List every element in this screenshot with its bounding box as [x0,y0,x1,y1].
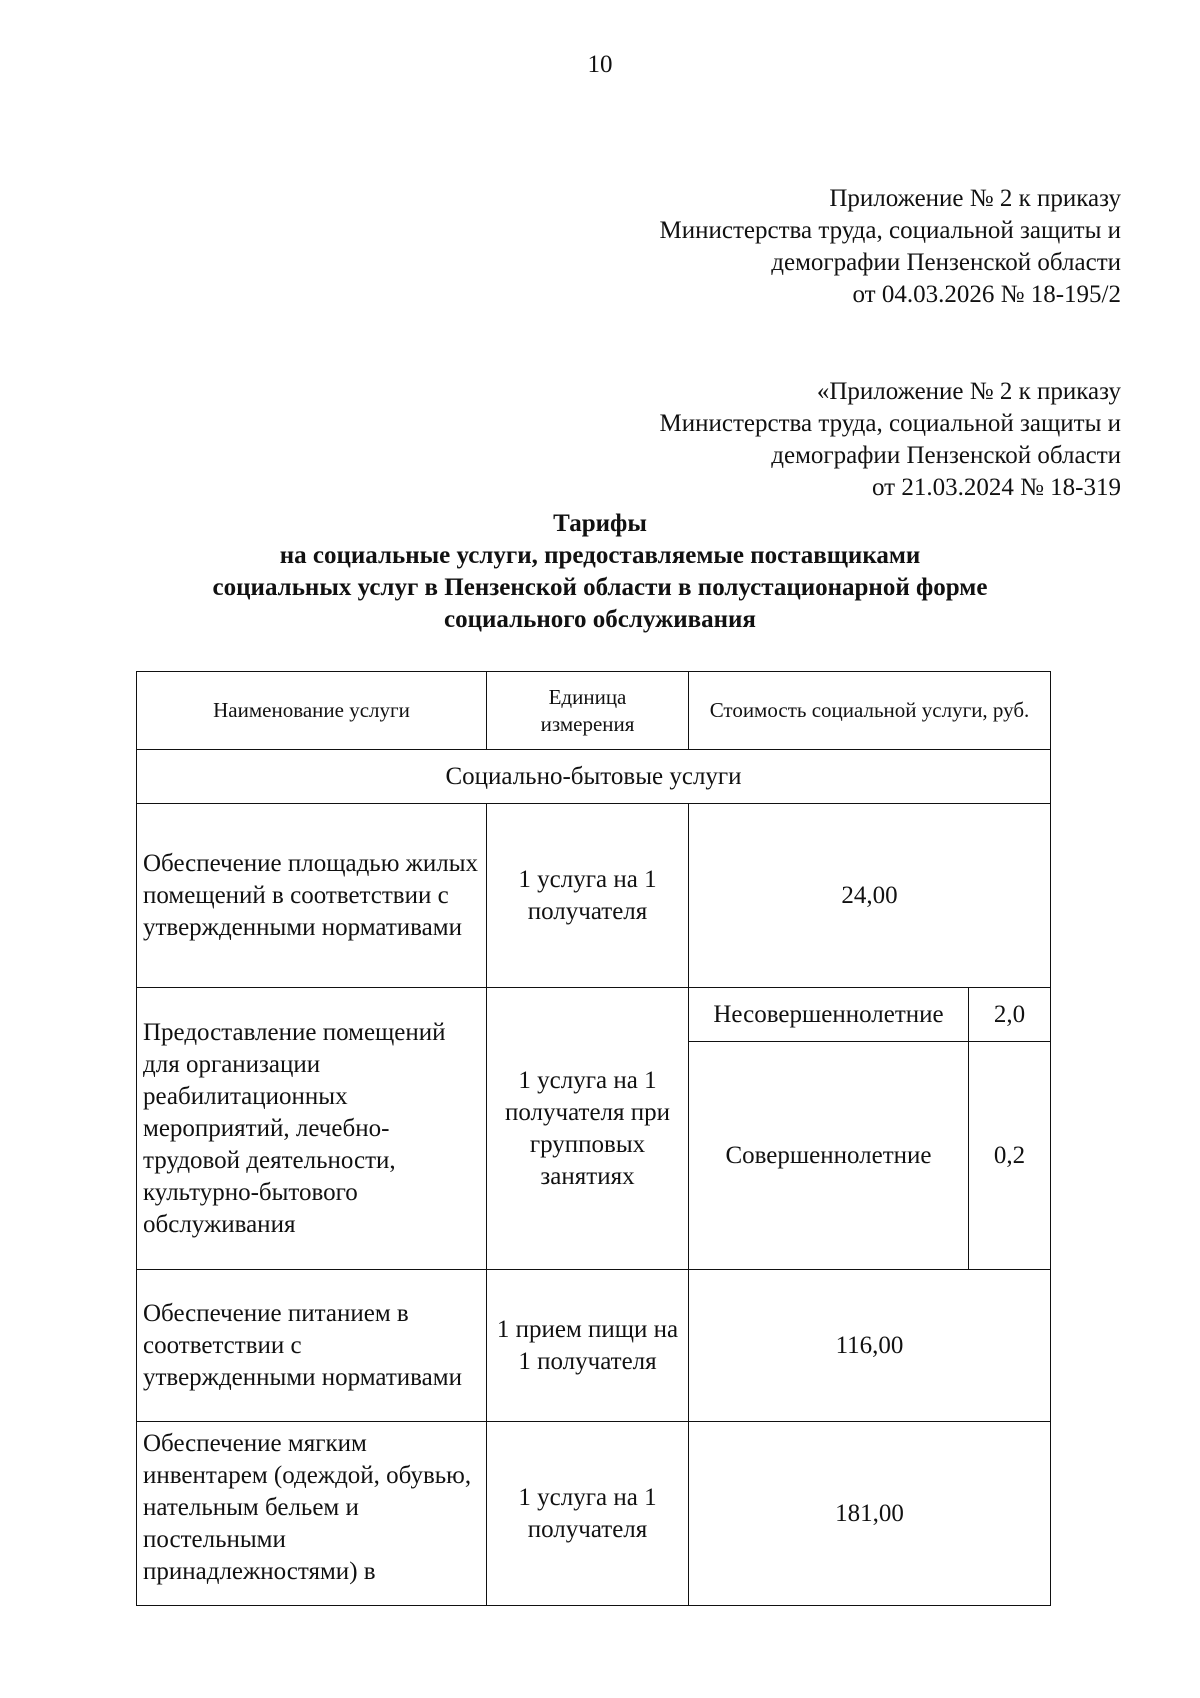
appendix-line: от 04.03.2026 № 18-195/2 [852,281,1121,308]
appendix-line: от 21.03.2024 № 18-319 [871,474,1121,501]
service-price: 0,2 [969,1042,1051,1270]
section-row [137,750,1051,804]
appendix-header-current [481,183,1121,311]
service-unit: 1 услуга на 1 получателя [487,1422,689,1606]
header-cost: Стоимость социальной услуги, руб. [689,672,1051,750]
section-title: Социально-бытовые услуги [137,750,1051,804]
appendix-line: «Приложение № 2 к приказу [816,378,1121,405]
title-line: на социальные услуги, предоставляемые поставщиками [279,542,921,569]
service-price: 24,00 [689,804,1051,988]
service-name: Предоставление помещений для организации реабилитационных мероприятий, лечебно-трудовой деятельности, культурно-бытового обслуживания [137,988,487,1270]
table-row [137,988,1051,1042]
appendix-line: демографии Пензенской области [771,249,1121,276]
appendix-line: Министерства труда, социальной защиты и [659,217,1121,244]
document-title [130,508,1070,636]
table-row [137,1422,1051,1606]
table-header-row [137,672,1051,750]
title-line: Тарифы [553,510,647,537]
service-unit: 1 прием пищи на 1 получателя [487,1270,689,1422]
service-name: Обеспечение площадью жилых помещений в соответствии с утвержденными нормативами [137,804,487,988]
price-category: Несовершеннолетние [689,988,969,1042]
page-number: 10 [587,51,613,78]
service-name: Обеспечение питанием в соответствии с утвержденными нормативами [137,1270,487,1422]
service-unit: 1 услуга на 1 получателя [487,804,689,988]
tariffs-table [136,671,1051,1606]
price-category: Совершеннолетние [689,1042,969,1270]
service-price: 2,0 [969,988,1051,1042]
title-line: социального обслуживания [444,606,756,633]
service-price: 116,00 [689,1270,1051,1422]
table-row [137,804,1051,988]
appendix-header-previous [481,376,1121,504]
header-service-name: Наименование услуги [137,672,487,750]
table-row [137,1270,1051,1422]
appendix-line: демографии Пензенской области [771,442,1121,469]
service-price: 181,00 [689,1422,1051,1606]
appendix-line: Министерства труда, социальной защиты и [659,410,1121,437]
header-unit: Единица измерения [487,672,689,750]
title-line: социальных услуг в Пензенской области в полустационарной форме [212,574,988,601]
service-name: Обеспечение мягким инвентарем (одеждой, обувью, нательным бельем и постельными принадлежностями) в [137,1422,487,1606]
service-unit: 1 услуга на 1 получателя при групповых занятиях [487,988,689,1270]
appendix-line: Приложение № 2 к приказу [829,185,1121,212]
